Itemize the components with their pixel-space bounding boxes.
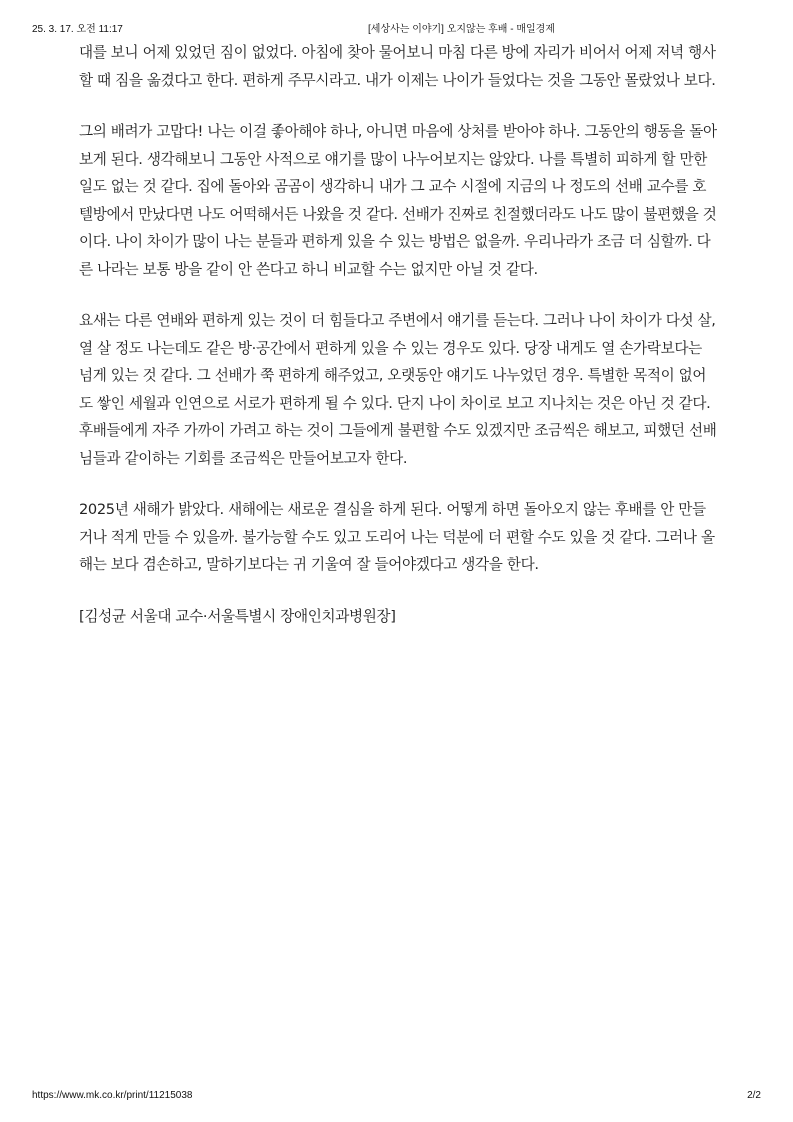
print-header <box>32 20 761 34</box>
author-byline: [김성균 서울대 교수·서울특별시 장애인치과병원장] <box>79 607 396 625</box>
article-body <box>79 39 719 654</box>
article-paragraph-3: 요새는 다른 연배와 편하게 있는 것이 더 힘들다고 주변에서 얘기를 듣는다. 그러나 나이 차이가 다섯 살, 열 살 정도 나는데도 같은 방·공간에서 편하게 있을 수 있는 경우도 있다. 당장 내게도 열 손가락보다는 넘게 있는 것 같다. 그 선배가 쭉 편하게 해주었고, 오랫동안 얘기도 나누었던 경우. 특별한 목적이 없어도 쌓인 세월과 인연으로 서로가 편하게 될 수 있다. 단지 나이 차이로 보고 지나치는 것은 아닌 것 같다. 후배들에게 자주 가까이 가려고 하는 것이 그들에게 불편할 수도 있겠지만 조금씩은 해보고, 피했던 선배님들과 같이하는 기회를 조금씩은 만들어보고자 한다. <box>79 312 717 467</box>
print-page-title: [세상사는 이야기] 오지않는 후배 - 매일경제 <box>368 24 555 35</box>
article-paragraph-4: 2025년 새해가 밝았다. 새해에는 새로운 결심을 하게 된다. 어떻게 하면 돌아오지 않는 후배를 안 만들거나 적게 만들 수 있을까. 불가능할 수도 있고 도리어 나는 덕분에 더 편할 수도 있을 것 같다. 그러나 올해는 보다 겸손하고, 말하기보다는 귀 기울여 잘 들어야겠다고 생각을 한다. <box>79 501 715 573</box>
print-url[interactable]: https://www.mk.co.kr/print/11215038 <box>32 1090 193 1101</box>
page-number: 2/2 <box>747 1090 761 1101</box>
article-paragraph-1: 대를 보니 어제 있었던 짐이 없었다. 아침에 찾아 물어보니 마침 다른 방에 자리가 비어서 어제 저녁 행사할 때 짐을 옮겼다고 한다. 편하게 주무시라고. 내가 이제는 나이가 들었다는 것을 그동안 몰랐었나 보다. <box>79 44 716 89</box>
print-date: 25. 3. 17. 오전 11:17 <box>32 24 123 35</box>
print-footer <box>32 1090 761 1104</box>
article-paragraph-2: 그의 배려가 고맙다! 나는 이걸 좋아해야 하나, 아니면 마음에 상처를 받아야 하나. 그동안의 행동을 돌아보게 된다. 생각해보니 그동안 사적으로 얘기를 많이 나누어보지는 않았다. 나를 특별히 피하게 할 만한 일도 없는 것 같다. 집에 돌아와 곰곰이 생각하니 내가 그 교수 시절에 지금의 나 정도의 선배 교수를 호텔방에서 만났다면 나도 어떡해서든 나왔을 것 같다. 선배가 진짜로 친절했더라도 나도 많이 불편했을 것이다. 나이 차이가 많이 나는 분들과 편하게 있을 수 있는 방법은 없을까. 우리나라가 조금 더 심할까. 다른 나라는 보통 방을 같이 안 쓴다고 하니 비교할 수는 없지만 아닐 것 같다. <box>79 123 717 278</box>
